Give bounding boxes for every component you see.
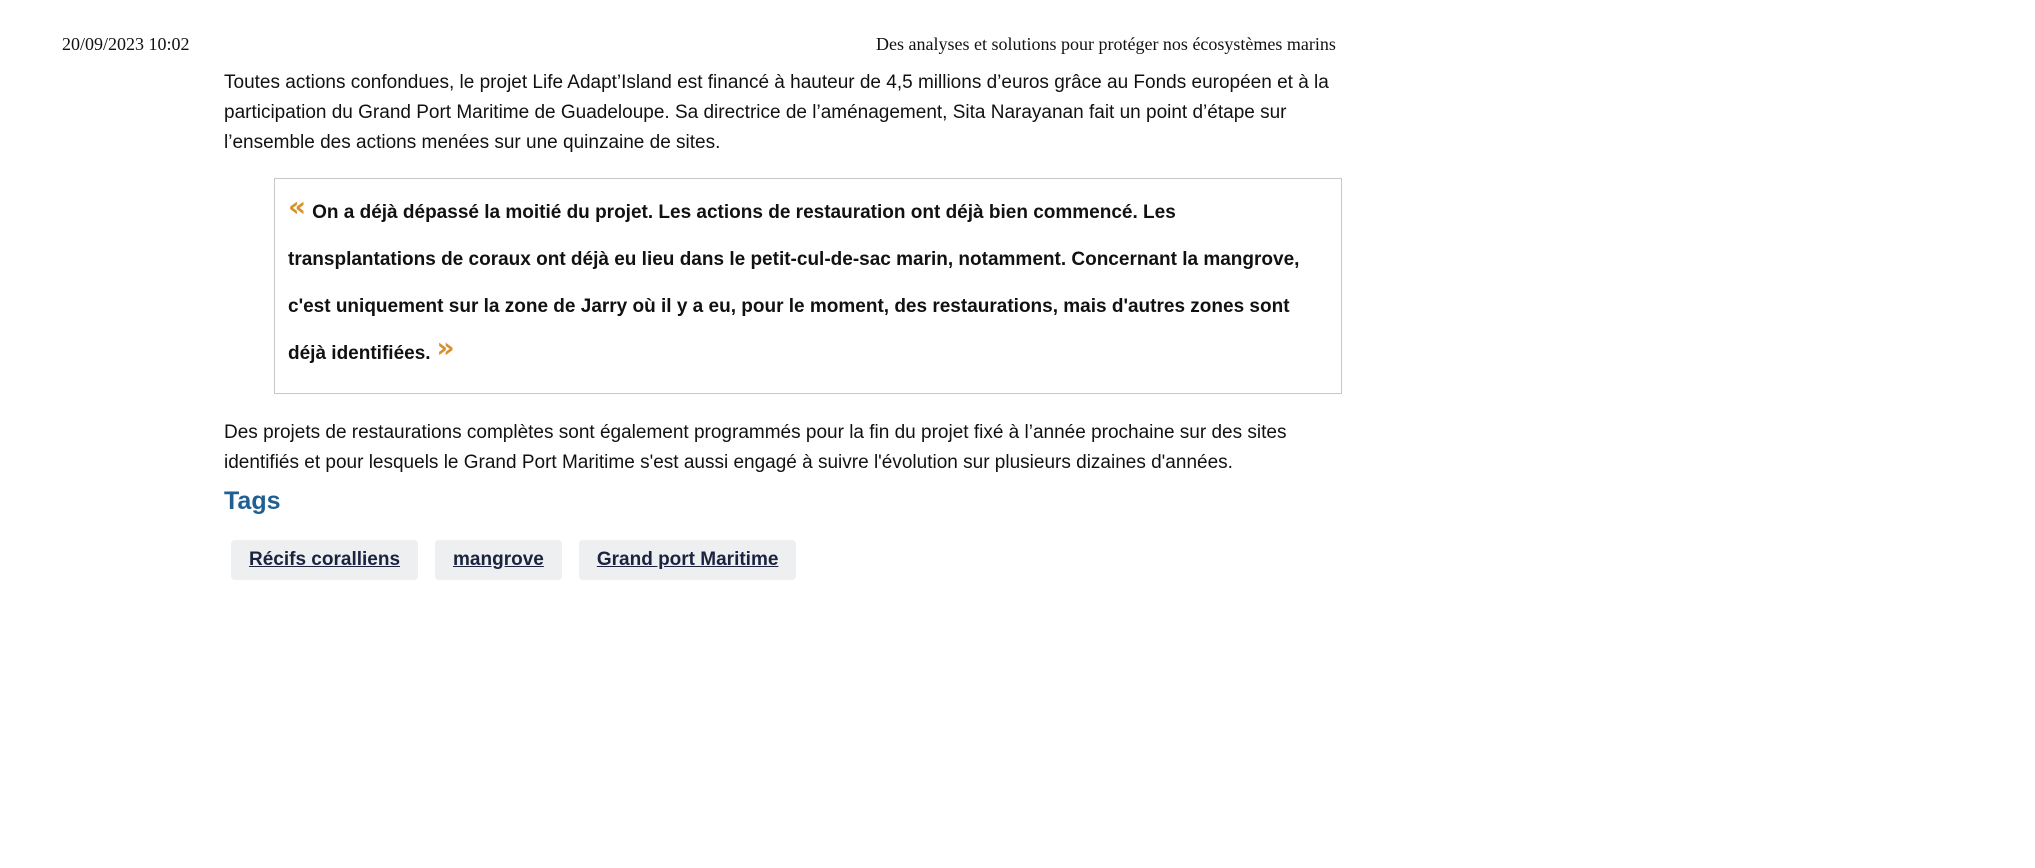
intro-paragraph: Toutes actions confondues, le projet Life Adapt’Island est financé à hauteur de 4,5 millions d’euros grâce au Fonds européen et à la participation du Grand Port Maritime de Guadeloupe. Sa directrice de l’aménagement, Sita Narayanan fait un point d’étape sur l’ensemble des actions menées sur une quinzaine de sites.	[224, 72, 1329, 153]
quote-content	[288, 189, 1328, 377]
print-header	[62, 34, 1372, 58]
tag-recifs-coralliens[interactable]: Récifs coralliens	[231, 540, 418, 580]
tag-mangrove[interactable]: mangrove	[435, 540, 562, 580]
tags-heading: Tags	[224, 487, 281, 515]
print-page-title: Des analyses et solutions pour protéger nos écosystèmes marins	[876, 34, 1336, 54]
article-body	[224, 68, 1364, 580]
tags-list	[231, 540, 1364, 580]
blockquote	[274, 178, 1342, 394]
print-date: 20/09/2023 10:02	[62, 34, 190, 54]
quote-text: On a déjà dépassé la moitié du projet. Les actions de restauration ont déjà bien commencé. Les transplantations de coraux ont déjà eu lieu dans le petit-cul-de-sac marin, notamment. Concernant la mangrove, c'est uniquement sur la zone de Jarry où il y a eu, pour le moment, des restaurations, mais d'autres zones sont déjà identifiées.	[288, 202, 1300, 364]
open-quote-icon: «	[288, 190, 307, 223]
close-quote-icon: »	[436, 331, 455, 364]
conclusion-paragraph: Des projets de restaurations complètes sont également programmés pour la fin du projet fixé à l’année prochaine sur des sites identifiés et pour lesquels le Grand Port Maritime s'est aussi engagé à suivre l'évolution sur plusieurs dizaines d'années.	[224, 422, 1287, 473]
tag-grand-port-maritime[interactable]: Grand port Maritime	[579, 540, 797, 580]
